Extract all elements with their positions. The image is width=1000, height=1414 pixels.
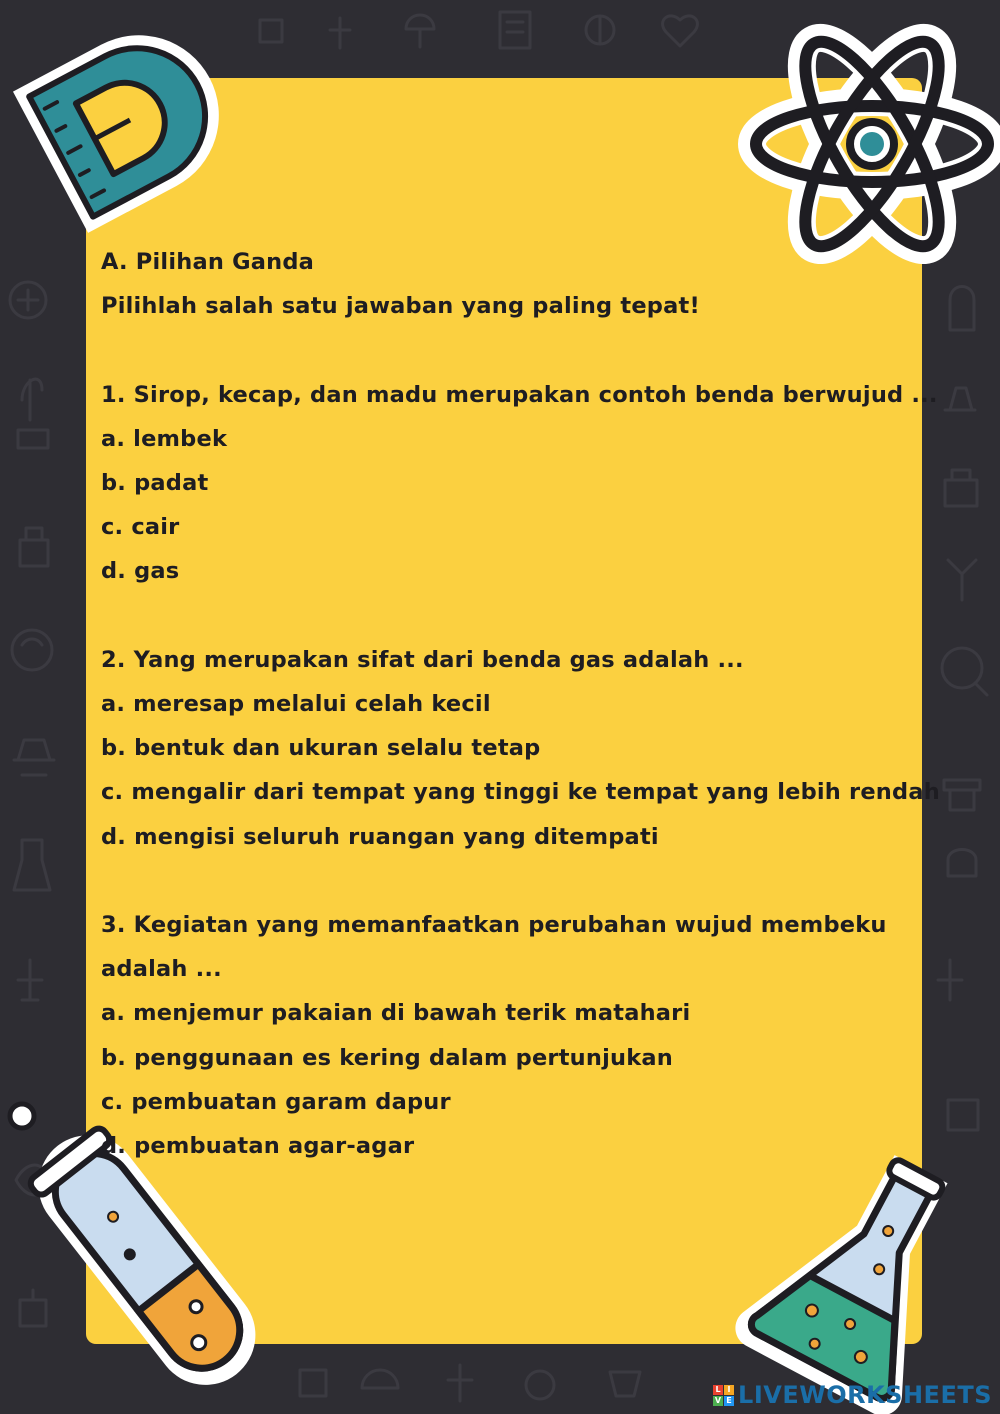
question-text: 1. Sirop, kecap, dan madu merupakan contoh benda berwujud ... [101,381,938,408]
atom-icon [722,4,1000,264]
answer-option[interactable]: c. pembuatan garam dapur [101,1088,451,1115]
liveworksheets-watermark [713,1382,992,1408]
question-text: 2. Yang merupakan sifat dari benda gas adalah ... [101,646,744,673]
protractor-icon [0,0,260,240]
question-1 [101,373,938,594]
question-3 [101,903,901,1168]
answer-option[interactable]: a. meresap melalui celah kecil [101,691,491,717]
worksheet-content [101,240,940,1168]
answer-option[interactable]: a. lembek [101,425,228,452]
section-instruction: Pilihlah salah satu jawaban yang paling tepat! [101,293,700,320]
answer-option[interactable]: d. gas [101,558,180,585]
answer-option[interactable]: c. cair [101,514,180,541]
answer-option[interactable]: b. penggunaan es kering dalam pertunjukan [101,1044,674,1071]
answer-option[interactable]: d. pembuatan agar-agar [101,1133,415,1160]
answer-option[interactable]: c. mengalir dari tempat yang tinggi ke tempat yang lebih rendah [101,779,940,806]
answer-option[interactable]: a. menjemur pakaian di bawah terik matahari [101,1000,691,1027]
answer-option[interactable]: d. mengisi seluruh ruangan yang ditempati [101,823,659,850]
answer-option[interactable]: b. bentuk dan ukuran selalu tetap [101,735,541,762]
answer-option[interactable]: b. padat [101,470,209,496]
question-text-continued: adalah ... [101,956,222,983]
watermark-text: LIVEWORKSHEETS [738,1381,992,1409]
section-title: A. Pilihan Ganda [101,249,315,275]
question-2 [101,638,940,859]
liveworksheets-logo-icon: L I V E [713,1385,734,1406]
flask-icon [720,1134,1000,1414]
question-text: 3. Kegiatan yang memanfaatkan perubahan wujud membeku [101,912,887,938]
